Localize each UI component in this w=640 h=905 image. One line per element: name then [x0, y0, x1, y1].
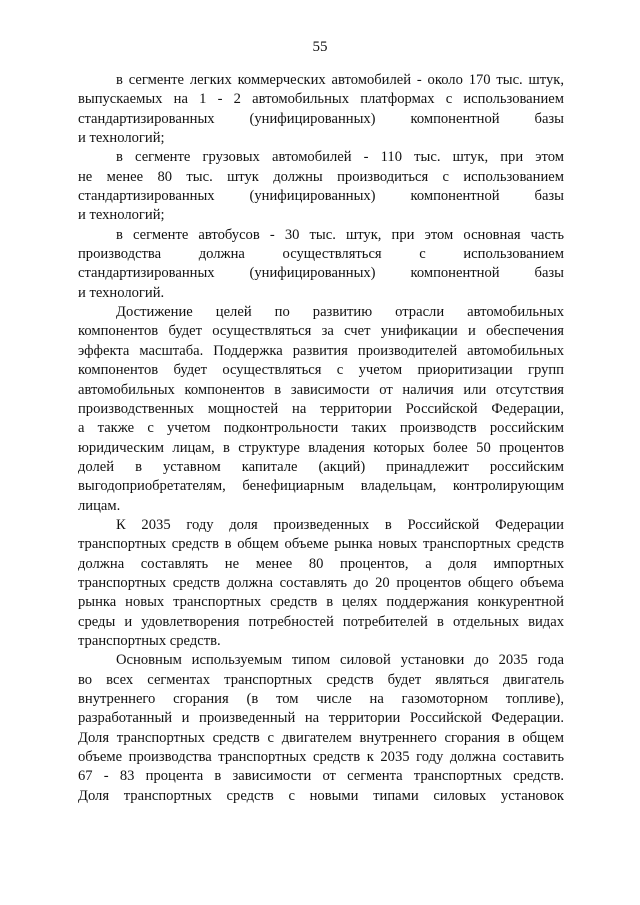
text-line: 67 - 83 процента в зависимости от сегмента транспортных средств.	[78, 768, 564, 785]
text-line: во всех сегментах транспортных средств будет являться двигатель	[78, 671, 564, 688]
text-line: внутреннего сгорания (в том числе на газомоторном топливе),	[78, 691, 564, 707]
text-line: Основным используемым типом силовой установки до 2035 года	[116, 652, 564, 669]
text-line: компонентов будет осуществляться с учетом приоритизации групп	[78, 362, 564, 379]
text-line: Достижение целей по развитию отрасли автомобильных	[116, 304, 564, 321]
text-line: в сегменте автобусов - 30 тыс. штук, при этом основная часть	[116, 226, 564, 243]
text-line: объеме производства транспортных средств к 2035 году должна составить	[78, 749, 564, 766]
text-line: производственных мощностей на территории Российской Федерации,	[78, 400, 564, 417]
page-number: 55	[312, 39, 328, 55]
text-line: в сегменте грузовых автомобилей - 110 тыс. штук, при этом	[116, 149, 564, 166]
text-line: автомобильных компонентов в зависимости от наличия или отсутствия	[78, 381, 564, 398]
body-text	[78, 71, 564, 806]
text-line: стандартизированных (унифицированных) компонентной базы	[78, 188, 564, 205]
text-line: а также с учетом подконтрольности таких производств российским	[78, 420, 564, 437]
text-line: К 2035 году доля произведенных в Российской Федерации	[116, 516, 564, 533]
text-line: стандартизированных (унифицированных) компонентной базы	[78, 265, 564, 282]
text-line: рынка новых транспортных средств в целях поддержания конкурентной	[78, 594, 564, 611]
text-line: выпускаемых на 1 - 2 автомобильных платформах с использованием	[78, 91, 564, 108]
text-line: Доля транспортных средств с новыми типами силовых установок	[78, 787, 564, 804]
text-line: выгодоприобретателям, бенефициарным владельцам, контролирующим	[78, 478, 564, 495]
text-line: в сегменте легких коммерческих автомобилей - около 170 тыс. штук,	[116, 72, 564, 88]
text-line: разработанный и произведенный на территории Российской Федерации.	[78, 710, 564, 727]
text-line: производства должна осуществляться с использованием	[78, 246, 564, 263]
text-line: и технологий.	[78, 284, 165, 301]
text-line: эффекта масштаба. Поддержка развития производителей автомобильных	[78, 342, 564, 359]
text-line: и технологий;	[78, 207, 165, 224]
text-line: не менее 80 тыс. штук должны производиться с использованием	[78, 168, 564, 185]
text-line: стандартизированных (унифицированных) компонентной базы	[78, 110, 564, 127]
text-line: транспортных средств в общем объеме рынка новых транспортных средств	[78, 536, 564, 553]
text-line: и технологий;	[78, 130, 165, 147]
text-line: долей в уставном капитале (акций) принадлежит российским	[78, 458, 564, 475]
text-line: Доля транспортных средств с двигателем внутреннего сгорания в общем	[78, 729, 564, 746]
text-line: должна составлять не менее 80 процентов, а доля импортных	[78, 555, 564, 572]
text-line: транспортных средств должна составлять до 20 процентов общего объема	[78, 574, 564, 591]
text-line: лицам.	[78, 497, 121, 514]
text-line: компонентов будет осуществляться за счет унификации и обеспечения	[78, 323, 564, 340]
text-line: юридическим лицам, в структуре владения которых более 50 процентов	[78, 439, 564, 456]
text-line: среды и удовлетворения потребностей потребителей в отдельных видах	[78, 613, 564, 630]
text-line: транспортных средств.	[78, 632, 221, 649]
